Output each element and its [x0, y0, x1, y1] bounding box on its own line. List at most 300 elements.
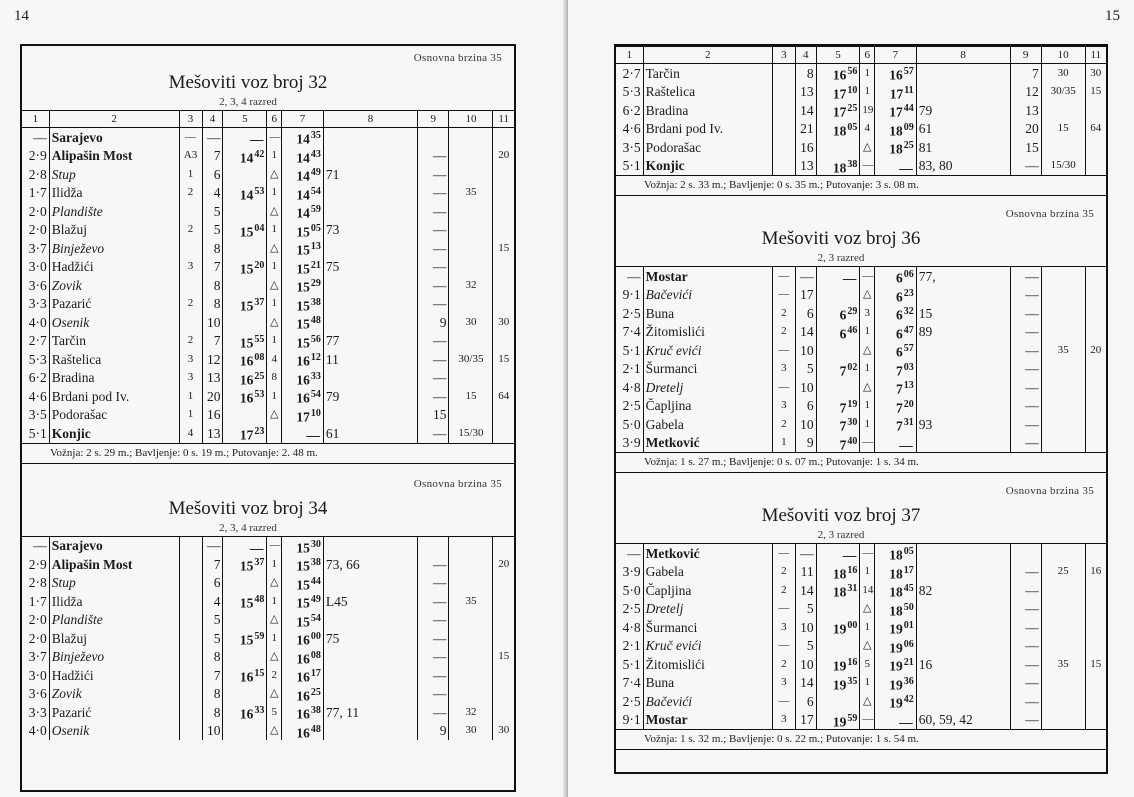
station-name: Hadžići [49, 666, 179, 685]
col-9-value: — [418, 202, 449, 221]
distance-km: 2·0 [28, 612, 47, 628]
departure-hour: — [899, 714, 913, 729]
col-11-value [493, 258, 514, 277]
stop-minutes: 1 [267, 332, 282, 351]
arrival-minute: 10 [847, 84, 858, 96]
timetable-row [616, 64, 1106, 83]
arrival-minute: 37 [254, 557, 265, 568]
arrival-time [816, 581, 860, 600]
col-11-value [493, 295, 514, 314]
departure-minute: 05 [903, 546, 914, 557]
departure-hour: 14 [296, 131, 310, 147]
departure-hour: 16 [296, 632, 310, 648]
station-name: Pazarić [49, 295, 179, 314]
departure-hour: 19 [889, 621, 903, 637]
station-name: Blažuj [49, 221, 179, 240]
station-name: Osenik [49, 722, 179, 741]
arrival-hour: 19 [832, 658, 847, 674]
departure-time [282, 350, 324, 369]
col-11-value [1085, 397, 1106, 416]
arrival-hour: 16 [239, 353, 254, 369]
station-name: Dretelj [643, 600, 772, 619]
timetable-row [22, 574, 514, 593]
departure-hour: 18 [889, 547, 903, 563]
col-11-value [493, 369, 514, 388]
col-9-value: — [418, 239, 449, 258]
arrival-time [816, 83, 860, 102]
speed-value [1041, 101, 1085, 120]
timetable-row [22, 165, 514, 184]
timetable-row [616, 304, 1106, 323]
speed-value: 25 [1041, 563, 1085, 582]
distance-km: 2·0 [28, 203, 47, 219]
departure-minute: 05 [310, 222, 321, 234]
col-3-value [179, 536, 202, 555]
arrival-hour: 17 [832, 86, 847, 101]
departure-hour: 15 [296, 261, 310, 276]
speed-value: 30 [449, 722, 493, 741]
arrival-time [223, 424, 267, 443]
col-9-value: — [1010, 637, 1041, 656]
departure-hour: 7 [895, 418, 903, 434]
col-3-value: 1 [772, 434, 795, 453]
departure-time [875, 544, 917, 563]
connections: 75 [323, 258, 417, 277]
departure-minute: 54 [310, 612, 321, 624]
col-11-value [1085, 637, 1106, 656]
station-name: Binježevo [49, 648, 179, 667]
departure-minute: 09 [903, 121, 914, 133]
col-11-value [493, 184, 514, 203]
arrival-time [816, 341, 860, 360]
arrival-minute: 16 [847, 564, 858, 576]
distance-km: 5·0 [622, 582, 641, 598]
connections [916, 618, 1010, 637]
station-name: Stup [49, 165, 179, 184]
timetable-row [22, 666, 514, 685]
speed-value [449, 258, 493, 277]
departure-minute: 38 [310, 557, 321, 568]
station-name: Sarajevo [49, 536, 179, 555]
col-9-value: 20 [1010, 120, 1041, 139]
connections: 61 [323, 424, 417, 443]
departure-time [875, 101, 917, 120]
station-name: Bradina [643, 101, 772, 120]
distance-km: 2·8 [28, 166, 47, 182]
col-4-value: 5 [795, 360, 816, 379]
stop-minutes: 1 [860, 563, 875, 582]
col-11-value: 16 [1085, 563, 1106, 582]
departure-hour: 6 [895, 289, 903, 304]
arrival-time [223, 722, 267, 741]
arrival-minute: 30 [847, 417, 858, 428]
departure-minute: 38 [310, 705, 321, 716]
train-34-classes: 2, 3, 4 razred [219, 521, 277, 534]
station-name: Konjic [49, 424, 179, 443]
col-9-value: — [418, 332, 449, 351]
station-name: Gabela [643, 563, 772, 582]
speed-value [1041, 674, 1085, 693]
arrival-hour: 6 [839, 326, 847, 341]
distance-km: 2·5 [622, 305, 641, 321]
arrival-hour: 7 [839, 400, 847, 415]
connections: L45 [323, 592, 417, 611]
distance-km: 5·1 [622, 158, 641, 174]
arrival-time [816, 655, 860, 674]
distance-km: — [33, 129, 47, 145]
train-32-continued-table [616, 46, 1106, 175]
arrival-minute: 20 [254, 259, 265, 271]
speed-value [449, 239, 493, 258]
departure-minute: 48 [310, 723, 321, 735]
speed-value [449, 295, 493, 314]
departure-hour: 15 [296, 614, 310, 629]
col-11-value [1085, 286, 1106, 305]
distance-km: 3·9 [622, 564, 641, 580]
arrival-hour: — [249, 131, 264, 147]
col-4-value: 14 [795, 323, 816, 342]
connections: 82 [916, 581, 1010, 600]
col-11-value [493, 536, 514, 555]
departure-hour: 18 [889, 584, 903, 600]
distance-km: 3·9 [622, 435, 641, 451]
col-11-value [493, 406, 514, 425]
col-4-value: 13 [795, 157, 816, 176]
departure-minute: 36 [903, 675, 914, 687]
arrival-time [223, 703, 267, 722]
distance-km: 2·5 [622, 398, 641, 414]
col-9-value: — [1010, 711, 1041, 730]
departure-time [282, 276, 324, 295]
station-name: Mostar [643, 267, 772, 286]
col-11-value [493, 574, 514, 593]
departure-time [282, 258, 324, 277]
departure-hour: 15 [296, 316, 310, 332]
col-9-value [418, 536, 449, 555]
train-34-speed: Osnovna brzina 35 [413, 477, 502, 490]
departure-minute: 01 [903, 620, 914, 631]
col-3-value: — [772, 692, 795, 711]
col-3-value: 2 [179, 295, 202, 314]
column-header: 7 [875, 47, 917, 64]
col-3-value: 2 [772, 304, 795, 323]
col-4-value: 14 [795, 581, 816, 600]
col-3-value: 2 [179, 332, 202, 351]
arrival-minute: 46 [847, 324, 858, 336]
train-36-summary: Vožnja: 1 s. 27 m.; Bavljenje: 0 s. 07 m.; Putovanje: 1 s. 34 m. [616, 452, 1106, 473]
station-name: Osenik [49, 313, 179, 332]
connections [916, 64, 1010, 83]
speed-value [449, 369, 493, 388]
timetable-row [22, 128, 514, 147]
arrival-time [816, 267, 860, 286]
timetable-row [22, 239, 514, 258]
col-4-value: — [202, 128, 223, 147]
distance-km: 4·0 [28, 314, 47, 330]
train-37-table [616, 543, 1106, 729]
departure-time [282, 424, 324, 443]
connections [916, 397, 1010, 416]
col-11-value: 20 [1085, 341, 1106, 360]
stop-minutes: — [267, 536, 282, 555]
train-36-header [616, 202, 1106, 266]
col-9-value: — [418, 184, 449, 203]
col-9-value: — [1010, 323, 1041, 342]
distance-km: 4·6 [28, 388, 47, 404]
col-9-value: — [418, 703, 449, 722]
departure-minute: 03 [903, 361, 914, 373]
timetable-row [22, 258, 514, 277]
connections [323, 295, 417, 314]
station-name: Ilidža [49, 592, 179, 611]
stop-minutes: 1 [267, 147, 282, 166]
train-32-summary: Vožnja: 2 s. 29 m.; Bavljenje: 0 s. 19 m.; Putovanje: 2. 48 m. [22, 443, 514, 464]
column-header: 5 [816, 47, 860, 64]
departure-time [875, 600, 917, 619]
col-4-value: 5 [795, 600, 816, 619]
connections [323, 128, 417, 147]
col-11-value [1085, 267, 1106, 286]
col-11-value [1085, 434, 1106, 453]
departure-time [282, 574, 324, 593]
col-9-value: 7 [1010, 64, 1041, 83]
col-9-value: — [1010, 304, 1041, 323]
arrival-time [816, 563, 860, 582]
distance-km: 5·1 [28, 425, 47, 441]
col-4-value: 7 [202, 147, 223, 166]
speed-value [449, 147, 493, 166]
col-11-value: 30 [493, 313, 514, 332]
timetable-row [616, 581, 1106, 600]
col-11-value [1085, 600, 1106, 619]
col-3-value [179, 276, 202, 295]
col-4-value: 8 [202, 685, 223, 704]
speed-value: 30 [1041, 64, 1085, 83]
col-3-value [179, 574, 202, 593]
station-name: Kruč evići [643, 637, 772, 656]
arrival-hour: 16 [832, 67, 847, 83]
departure-hour: 16 [296, 706, 310, 722]
col-4-value: 8 [202, 648, 223, 667]
departure-hour: 16 [889, 67, 903, 83]
column-header-row [616, 47, 1106, 64]
arrival-time [816, 286, 860, 305]
distance-km: 6·2 [28, 370, 47, 386]
timetable-row [616, 637, 1106, 656]
stop-minutes: 4 [267, 350, 282, 369]
departure-hour: 14 [296, 150, 310, 165]
connections: 79 [323, 387, 417, 406]
speed-value [449, 555, 493, 574]
arrival-hour: 16 [239, 390, 254, 406]
col-3-value [772, 157, 795, 176]
distance-km: 4·0 [28, 723, 47, 739]
col-11-value: 15 [493, 648, 514, 667]
train-37-summary: Vožnja: 1 s. 32 m.; Bavljenje: 0 s. 22 m.; Putovanje: 1 s. 54 m. [616, 729, 1106, 750]
speed-value [1041, 267, 1085, 286]
col-11-value: 15 [493, 350, 514, 369]
distance-km: 1·7 [28, 185, 47, 201]
stop-minutes [267, 424, 282, 443]
departure-hour: 6 [895, 270, 903, 286]
connections [323, 648, 417, 667]
departure-hour: 17 [889, 86, 904, 101]
station-name: Čapljina [643, 581, 772, 600]
stop-minutes: △ [267, 722, 282, 741]
stop-minutes: 1 [267, 387, 282, 406]
arrival-minute: 23 [254, 426, 265, 437]
timetable-row [22, 703, 514, 722]
stop-minutes: 1 [267, 221, 282, 240]
departure-minute: 59 [310, 204, 321, 215]
speed-value: 35 [1041, 655, 1085, 674]
departure-time [282, 703, 324, 722]
col-3-value [772, 64, 795, 83]
page-number-left: 14 [14, 8, 29, 24]
departure-time [282, 184, 324, 203]
departure-minute: 25 [903, 140, 914, 151]
col-4-value: 14 [795, 101, 816, 120]
departure-hour: 15 [296, 279, 310, 295]
arrival-hour: 15 [239, 632, 254, 648]
col-9-value: — [1010, 267, 1041, 286]
timetable-row [616, 674, 1106, 693]
departure-minute: 13 [903, 380, 914, 391]
col-11-value [493, 703, 514, 722]
arrival-time [816, 120, 860, 139]
train-36-speed: Osnovna brzina 35 [1005, 208, 1094, 220]
col-11-value: 15 [1085, 655, 1106, 674]
speed-value [1041, 323, 1085, 342]
distance-km: 4·6 [622, 121, 641, 137]
station-name: Plandište [49, 202, 179, 221]
station-name: Blažuj [49, 629, 179, 648]
speed-value: 30 [449, 313, 493, 332]
col-3-value [179, 202, 202, 221]
col-11-value [1085, 138, 1106, 157]
timetable-row [22, 184, 514, 203]
stop-minutes: 19 [860, 101, 875, 120]
col-9-value: — [1010, 600, 1041, 619]
departure-time [282, 165, 324, 184]
col-9-value: — [1010, 397, 1041, 416]
departure-minute: 48 [310, 315, 321, 326]
distance-km: 6·2 [622, 102, 641, 118]
col-4-value: 8 [202, 276, 223, 295]
train-34-title: Mešoviti voz broj 34 [168, 497, 328, 519]
timetable-row [616, 341, 1106, 360]
departure-hour: 19 [889, 695, 903, 711]
departure-minute: 57 [903, 66, 914, 77]
distance-km: 4·8 [622, 619, 641, 635]
col-9-value: — [418, 258, 449, 277]
connections [916, 341, 1010, 360]
col-11-value: 15 [1085, 83, 1106, 102]
departure-time [875, 434, 917, 453]
column-header: 2 [49, 111, 179, 128]
arrival-minute: 19 [847, 398, 858, 410]
station-name: Sarajevo [49, 128, 179, 147]
col-4-value: 10 [795, 655, 816, 674]
arrival-time [816, 397, 860, 416]
arrival-hour: 19 [832, 714, 847, 729]
col-4-value: 5 [202, 629, 223, 648]
arrival-time [223, 221, 267, 240]
train-32-table [22, 110, 514, 443]
departure-time [282, 128, 324, 147]
col-3-value [772, 101, 795, 120]
stop-minutes: 1 [860, 323, 875, 342]
arrival-minute: 08 [254, 352, 265, 363]
col-11-value: 20 [493, 147, 514, 166]
departure-hour: 19 [889, 640, 903, 655]
timetable-row [22, 424, 514, 443]
departure-hour: 16 [296, 725, 310, 740]
timetable-row [616, 618, 1106, 637]
col-9-value: 12 [1010, 83, 1041, 102]
distance-km: 2·5 [622, 693, 641, 709]
connections: 77, 11 [323, 703, 417, 722]
connections: 73, 66 [323, 555, 417, 574]
column-header: 7 [282, 111, 324, 128]
departure-hour: 6 [895, 344, 903, 360]
speed-value [449, 648, 493, 667]
arrival-time [223, 350, 267, 369]
distance-km: 3·7 [28, 240, 47, 256]
departure-minute: 31 [903, 417, 914, 428]
arrival-time [816, 101, 860, 120]
distance-km: 3·3 [28, 296, 47, 312]
col-4-value: — [795, 267, 816, 286]
connections: 61 [916, 120, 1010, 139]
col-4-value: 10 [795, 378, 816, 397]
train-32-header [22, 46, 514, 110]
arrival-time [223, 592, 267, 611]
station-name: Metković [643, 544, 772, 563]
col-4-value: 10 [202, 313, 223, 332]
col-3-value: 4 [179, 424, 202, 443]
distance-km: 3·0 [28, 259, 47, 275]
arrival-minute: 56 [847, 66, 858, 77]
stop-minutes: 1 [860, 618, 875, 637]
col-3-value: — [772, 341, 795, 360]
departure-minute: 17 [310, 668, 321, 679]
departure-minute: 29 [310, 278, 321, 289]
col-3-value: — [772, 637, 795, 656]
departure-hour: 18 [889, 603, 903, 618]
departure-time [875, 378, 917, 397]
stop-minutes: — [860, 544, 875, 563]
col-4-value: 10 [795, 618, 816, 637]
departure-hour: 16 [296, 651, 310, 666]
speed-value [1041, 304, 1085, 323]
col-9-value: — [418, 165, 449, 184]
departure-hour: 17 [296, 409, 310, 424]
col-4-value: 5 [202, 202, 223, 221]
timetable-row [616, 692, 1106, 711]
speed-value [1041, 397, 1085, 416]
col-11-value [1085, 101, 1106, 120]
stop-minutes: △ [267, 239, 282, 258]
arrival-hour: 16 [239, 372, 254, 387]
timetable-row [616, 360, 1106, 379]
col-9-value: — [418, 147, 449, 166]
departure-time [282, 295, 324, 314]
col-3-value [772, 83, 795, 102]
departure-time [282, 685, 324, 704]
col-4-value: 17 [795, 711, 816, 730]
arrival-time [223, 574, 267, 593]
